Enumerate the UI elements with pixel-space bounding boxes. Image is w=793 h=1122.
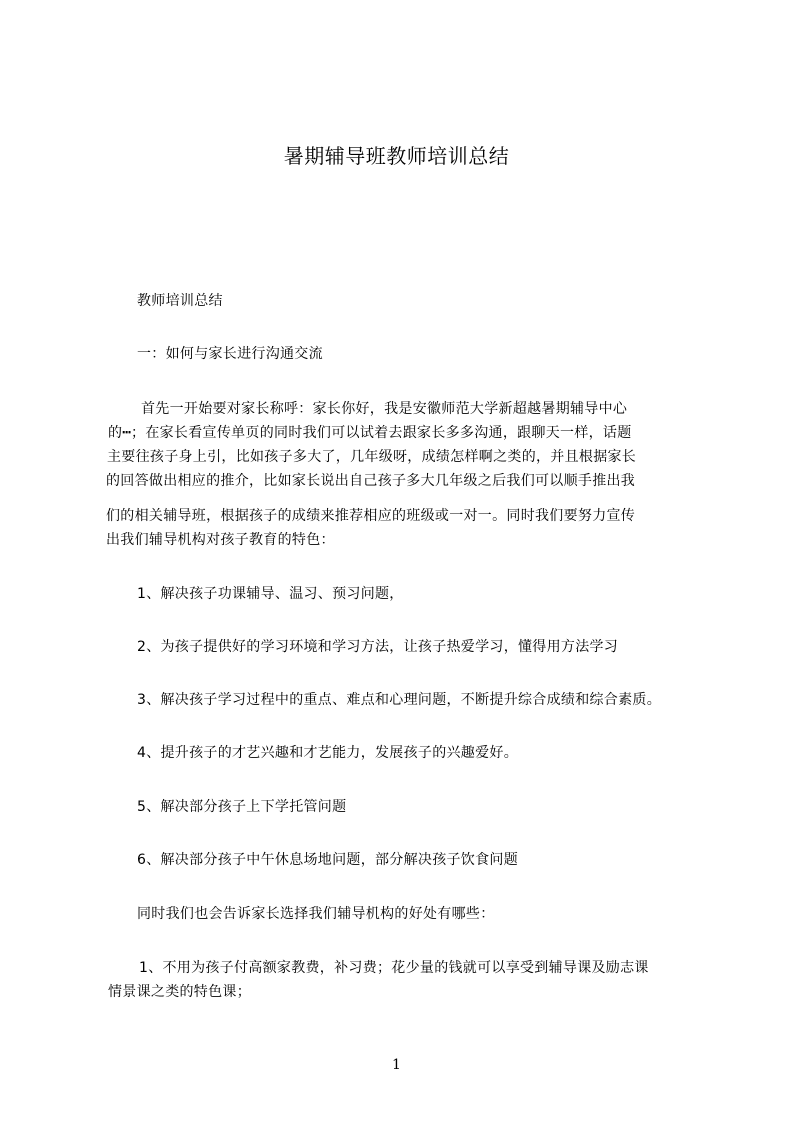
list-item: 1、解决孩子功课辅导、温习、预习问题，	[137, 586, 404, 602]
paragraph-line: 出我们辅导机构对孩子教育的特色：	[106, 532, 335, 548]
page-number: 1	[392, 1057, 401, 1073]
list-item: 3、解决孩子学习过程中的重点、难点和心理问题，不断提升综合成绩和综合素质。	[137, 692, 662, 708]
paragraph-line: 的┅；在家长看宣传单页的同时我们可以试着去跟家长多多沟通，跟聊天一样，话题	[108, 425, 632, 441]
document-title: 暑期辅导班教师培训总结	[283, 144, 510, 168]
paragraph-line: 同时我们也会告诉家长选择我们辅导机构的好处有哪些：	[137, 906, 495, 922]
list-item: 6、解决部分孩子中午休息场地问题，部分解决孩子饮食问题	[137, 852, 519, 868]
subsection-heading: 一：如何与家长进行沟通交流	[137, 346, 323, 362]
paragraph-line: 的回答做出相应的推介，比如家长说出自己孩子多大几年级之后我们可以顺手推出我	[106, 473, 636, 489]
list-item-continuation: 情景课之类的特色课；	[108, 984, 251, 1000]
paragraph-line: 首先一开始要对家长称呼：家长你好，我是安徽师范大学新超越暑期辅导中心	[141, 401, 628, 417]
paragraph-line: 主要往孩子身上引，比如孩子多大了，几年级呀，成绩怎样啊之类的，并且根据家长	[107, 449, 637, 465]
list-item: 2、为孩子提供好的学习环境和学习方法，让孩子热爱学习，懂得用方法学习	[137, 639, 619, 655]
list-item: 5、解决部分孩子上下学托管问题	[137, 799, 347, 815]
section-heading: 教师培训总结	[137, 293, 223, 309]
paragraph-line: 们的相关辅导班，根据孩子的成绩来推荐相应的班级或一对一。同时我们要努力宣传	[106, 508, 636, 524]
list-item: 1、不用为孩子付高额家教费，补习费；花少量的钱就可以享受到辅导课及励志课	[139, 960, 649, 976]
list-item: 4、提升孩子的才艺兴趣和才艺能力，发展孩子的兴趣爱好。	[137, 745, 519, 761]
